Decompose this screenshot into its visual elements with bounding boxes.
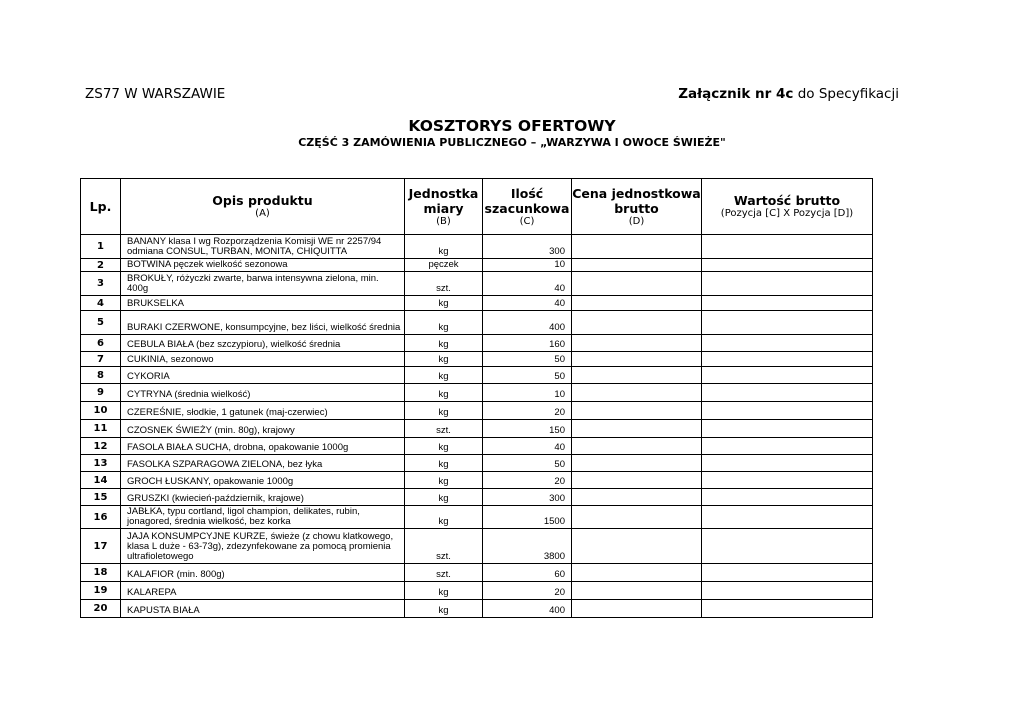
product-description: CUKINIA, sezonowo xyxy=(121,352,405,367)
unit-price-cell xyxy=(572,259,702,272)
estimated-quantity: 20 xyxy=(483,582,572,600)
unit-price-cell xyxy=(572,582,702,600)
estimated-quantity: 50 xyxy=(483,455,572,472)
unit-of-measure: kg xyxy=(405,600,483,618)
unit-price-cell xyxy=(572,235,702,259)
attachment-number: Załącznik nr 4c xyxy=(678,86,794,102)
unit-price-cell xyxy=(572,384,702,402)
unit-price-cell xyxy=(572,529,702,564)
table-row xyxy=(81,235,873,259)
row-number: 2 xyxy=(81,259,121,272)
estimated-quantity: 160 xyxy=(483,335,572,352)
unit-price-cell xyxy=(572,296,702,311)
estimated-quantity: 300 xyxy=(483,235,572,259)
unit-of-measure: kg xyxy=(405,402,483,420)
col-header-lp: Lp. xyxy=(81,179,121,235)
gross-value-cell xyxy=(702,489,873,506)
table-row xyxy=(81,506,873,529)
gross-value-cell xyxy=(702,272,873,296)
unit-price-cell xyxy=(572,472,702,489)
estimated-quantity: 40 xyxy=(483,296,572,311)
table-row xyxy=(81,272,873,296)
table-row xyxy=(81,529,873,564)
gross-value-cell xyxy=(702,582,873,600)
product-description: BROKUŁY, różyczki zwarte, barwa intensywna zielona, min. 400g xyxy=(121,272,405,296)
cost-estimate-table xyxy=(80,178,873,618)
gross-value-cell xyxy=(702,529,873,564)
product-description: GROCH ŁUSKANY, opakowanie 1000g xyxy=(121,472,405,489)
estimated-quantity: 150 xyxy=(483,420,572,438)
estimated-quantity: 300 xyxy=(483,489,572,506)
gross-value-cell xyxy=(702,259,873,272)
gross-value-cell xyxy=(702,472,873,489)
row-number: 7 xyxy=(81,352,121,367)
unit-of-measure: szt. xyxy=(405,529,483,564)
unit-price-cell xyxy=(572,311,702,335)
table-row xyxy=(81,489,873,506)
estimated-quantity: 40 xyxy=(483,272,572,296)
unit-of-measure: kg xyxy=(405,438,483,455)
table-row xyxy=(81,259,873,272)
col-header-quantity: Ilość szacunkowa (C) xyxy=(483,179,572,235)
estimated-quantity: 20 xyxy=(483,472,572,489)
product-description: BRUKSELKA xyxy=(121,296,405,311)
gross-value-cell xyxy=(702,335,873,352)
row-number: 12 xyxy=(81,438,121,455)
estimated-quantity: 400 xyxy=(483,600,572,618)
gross-value-cell xyxy=(702,420,873,438)
unit-price-cell xyxy=(572,455,702,472)
unit-price-cell xyxy=(572,420,702,438)
row-number: 3 xyxy=(81,272,121,296)
gross-value-cell xyxy=(702,367,873,384)
gross-value-cell xyxy=(702,402,873,420)
unit-price-cell xyxy=(572,272,702,296)
col-header-description: Opis produktu (A) xyxy=(121,179,405,235)
estimated-quantity: 50 xyxy=(483,367,572,384)
document-subtitle: CZĘŚĆ 3 ZAMÓWIENIA PUBLICZNEGO – „WARZYWA I OWOCE ŚWIEŻE" xyxy=(298,136,726,149)
col-header-gross-value: Wartość brutto (Pozycja [C] X Pozycja [D]) xyxy=(702,179,873,235)
unit-of-measure: kg xyxy=(405,455,483,472)
row-number: 17 xyxy=(81,529,121,564)
attachment-label xyxy=(678,86,899,102)
unit-of-measure: kg xyxy=(405,472,483,489)
unit-of-measure: kg xyxy=(405,311,483,335)
table-header-row xyxy=(81,179,873,235)
row-number: 19 xyxy=(81,582,121,600)
table-row xyxy=(81,582,873,600)
estimated-quantity: 1500 xyxy=(483,506,572,529)
row-number: 10 xyxy=(81,402,121,420)
table-row xyxy=(81,367,873,384)
product-description: KALAFIOR (min. 800g) xyxy=(121,564,405,582)
estimated-quantity: 20 xyxy=(483,402,572,420)
table-row xyxy=(81,335,873,352)
gross-value-cell xyxy=(702,438,873,455)
product-description: FASOLKA SZPARAGOWA ZIELONA, bez łyka xyxy=(121,455,405,472)
unit-of-measure: szt. xyxy=(405,564,483,582)
unit-price-cell xyxy=(572,402,702,420)
unit-of-measure: kg xyxy=(405,384,483,402)
product-description: KAPUSTA BIAŁA xyxy=(121,600,405,618)
table-row xyxy=(81,564,873,582)
unit-price-cell xyxy=(572,335,702,352)
gross-value-cell xyxy=(702,311,873,335)
unit-price-cell xyxy=(572,489,702,506)
table-row xyxy=(81,455,873,472)
estimated-quantity: 3800 xyxy=(483,529,572,564)
document-title: KOSZTORYS OFERTOWY xyxy=(408,117,616,135)
row-number: 9 xyxy=(81,384,121,402)
product-description: BURAKI CZERWONE, konsumpcyjne, bez liści, wielkość średnia xyxy=(121,311,405,335)
unit-of-measure: kg xyxy=(405,489,483,506)
estimated-quantity: 50 xyxy=(483,352,572,367)
unit-of-measure: kg xyxy=(405,235,483,259)
gross-value-cell xyxy=(702,296,873,311)
row-number: 1 xyxy=(81,235,121,259)
gross-value-cell xyxy=(702,235,873,259)
product-description: CYTRYNA (średnia wielkość) xyxy=(121,384,405,402)
row-number: 20 xyxy=(81,600,121,618)
unit-price-cell xyxy=(572,600,702,618)
table-row xyxy=(81,384,873,402)
gross-value-cell xyxy=(702,564,873,582)
product-description: FASOLA BIAŁA SUCHA, drobna, opakowanie 1000g xyxy=(121,438,405,455)
table-row xyxy=(81,352,873,367)
table-row xyxy=(81,438,873,455)
product-description: KALAREPA xyxy=(121,582,405,600)
product-description: BANANY klasa I wg Rozporządzenia Komisji WE nr 2257/94 odmiana CONSUL, TURBAN, MONITA, CHIQUITTA xyxy=(121,235,405,259)
gross-value-cell xyxy=(702,506,873,529)
row-number: 16 xyxy=(81,506,121,529)
unit-of-measure: kg xyxy=(405,367,483,384)
row-number: 6 xyxy=(81,335,121,352)
row-number: 14 xyxy=(81,472,121,489)
unit-of-measure: kg xyxy=(405,506,483,529)
estimated-quantity: 10 xyxy=(483,384,572,402)
gross-value-cell xyxy=(702,352,873,367)
table-row xyxy=(81,600,873,618)
gross-value-cell xyxy=(702,600,873,618)
unit-price-cell xyxy=(572,367,702,384)
row-number: 13 xyxy=(81,455,121,472)
unit-of-measure: kg xyxy=(405,352,483,367)
unit-of-measure: pęczek xyxy=(405,259,483,272)
unit-price-cell xyxy=(572,352,702,367)
attachment-suffix: do Specyfikacji xyxy=(793,86,899,102)
product-description: CEBULA BIAŁA (bez szczypioru), wielkość średnia xyxy=(121,335,405,352)
product-description: BOTWINA pęczek wielkość sezonowa xyxy=(121,259,405,272)
product-description: GRUSZKI (kwiecień-październik, krajowe) xyxy=(121,489,405,506)
gross-value-cell xyxy=(702,384,873,402)
product-description: JABŁKA, typu cortland, ligol champion, delikates, rubin, jonagored, średnia wielkość, bez korka xyxy=(121,506,405,529)
row-number: 5 xyxy=(81,311,121,335)
unit-price-cell xyxy=(572,438,702,455)
row-number: 11 xyxy=(81,420,121,438)
unit-price-cell xyxy=(572,564,702,582)
unit-of-measure: kg xyxy=(405,296,483,311)
unit-of-measure: kg xyxy=(405,582,483,600)
gross-value-cell xyxy=(702,455,873,472)
unit-of-measure: kg xyxy=(405,335,483,352)
product-description: CZOSNEK ŚWIEŻY (min. 80g), krajowy xyxy=(121,420,405,438)
row-number: 18 xyxy=(81,564,121,582)
product-description: CZEREŚNIE, słodkie, 1 gatunek (maj-czerwiec) xyxy=(121,402,405,420)
table-row xyxy=(81,420,873,438)
col-header-unit-price: Cena jednostkowa brutto (D) xyxy=(572,179,702,235)
estimated-quantity: 60 xyxy=(483,564,572,582)
unit-of-measure: szt. xyxy=(405,420,483,438)
table-row xyxy=(81,296,873,311)
product-description: CYKORIA xyxy=(121,367,405,384)
row-number: 15 xyxy=(81,489,121,506)
product-description: JAJA KONSUMPCYJNE KURZE, świeże (z chowu klatkowego, klasa L duże - 63-73g), zdezynfekowane za pomocą promienia ultrafioletowego xyxy=(121,529,405,564)
estimated-quantity: 40 xyxy=(483,438,572,455)
school-name: ZS77 W WARSZAWIE xyxy=(85,86,226,102)
estimated-quantity: 10 xyxy=(483,259,572,272)
col-header-unit: Jednostka miary (B) xyxy=(405,179,483,235)
unit-price-cell xyxy=(572,506,702,529)
row-number: 4 xyxy=(81,296,121,311)
table-row xyxy=(81,472,873,489)
table-row xyxy=(81,402,873,420)
estimated-quantity: 400 xyxy=(483,311,572,335)
row-number: 8 xyxy=(81,367,121,384)
table-row xyxy=(81,311,873,335)
unit-of-measure: szt. xyxy=(405,272,483,296)
